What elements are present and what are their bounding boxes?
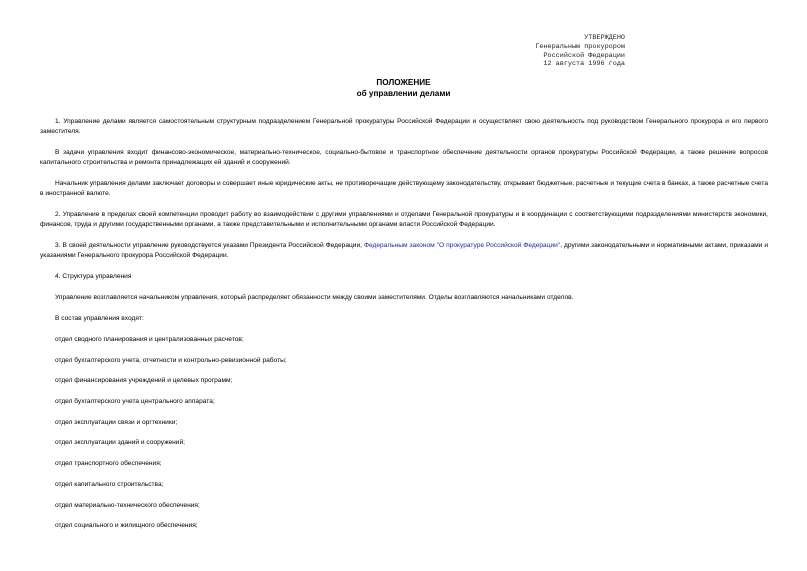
list-item: отдел финансирования учреждений и целевых программ;: [55, 377, 233, 385]
department-list: [40, 335, 768, 531]
paragraph: 1. Управление делами является самостоятельным структурным подразделением Генеральной прокуратуры Российской Федерации и осуществляет свою деятельность под руководством Генерального прокурора и его первого заместителя.: [40, 118, 768, 135]
paragraph: Управление возглавляется начальником управления, который распределяет обязанности между своими заместителями. Отделы возглавляются начальниками отделов.: [55, 294, 574, 301]
paragraph: В состав управления входят:: [55, 315, 144, 322]
list-item: отдел социального и жилищного обеспечения;: [55, 522, 198, 530]
list-item: отдел транспортного обеспечения;: [55, 460, 162, 468]
document-body: [40, 117, 768, 542]
list-item: отдел материально-технического обеспечения;: [55, 501, 200, 509]
approval-stamp: [535, 34, 625, 69]
paragraph-text: 3. В своей деятельности управление руководствуется указами Президента Российской Федерации,: [55, 242, 364, 249]
list-item: отдел эксплуатации зданий и сооружений;: [55, 439, 186, 447]
approval-line: Генеральным прокурором: [535, 42, 625, 51]
list-item: отдел эксплуатации связи и оргтехники;: [55, 418, 178, 426]
document-title: [0, 77, 807, 99]
list-item: отдел капитального строительства;: [55, 480, 164, 488]
section-heading: 4. Структура управления: [55, 273, 132, 280]
approval-line: Российской Федерации: [543, 51, 625, 60]
paragraph-text: , другими законодательными и нормативными актами, приказами и указаниями Генерального прокурора Российской Федерации.: [40, 242, 769, 259]
list-item: отдел бухгалтерского учета центрального аппарата;: [55, 398, 215, 406]
list-item: отдел бухгалтерского учета, отчетности и контрольно-ревизионной работы;: [55, 356, 287, 364]
title-main: ПОЛОЖЕНИЕ: [376, 78, 431, 87]
approval-line: УТВЕРЖДЕНО: [584, 34, 625, 42]
paragraph: [40, 241, 768, 261]
law-link[interactable]: Федеральным законом "О прокуратуре Российской Федерации": [363, 242, 561, 249]
paragraph: Начальник управления делами заключает договоры и совершает иные юридические акты, не противоречащие действующему законодательству, открывает бюджетные, расчетные и текущие счета в банках, а также расчетные счета в иностранной валюте.: [40, 180, 768, 197]
paragraph: 2. Управление в пределах своей компетенции проводит работу во взаимодействии с другими управлениями и отделами Генеральной прокуратуры и в координации с соответствующими подразделениями министерств экономики, финансов, труда и другими государственными органами, а также представительными и исполнительными органами власти Российской Федерации.: [40, 211, 768, 228]
approval-line: 12 августа 1996 года: [543, 60, 625, 69]
list-item: отдел сводного планирования и централизованных расчетов;: [55, 336, 244, 343]
title-sub: об управлении делами: [356, 89, 451, 98]
paragraph: В задачи управления входит финансово-экономическое, материально-техническое, социально-бытовое и транспортное обеспечение деятельности органов прокуратуры Российской Федерации, а также решение вопросов капитального строительства и ремонта принадлежащих ей зданий и сооружений.: [40, 149, 768, 166]
